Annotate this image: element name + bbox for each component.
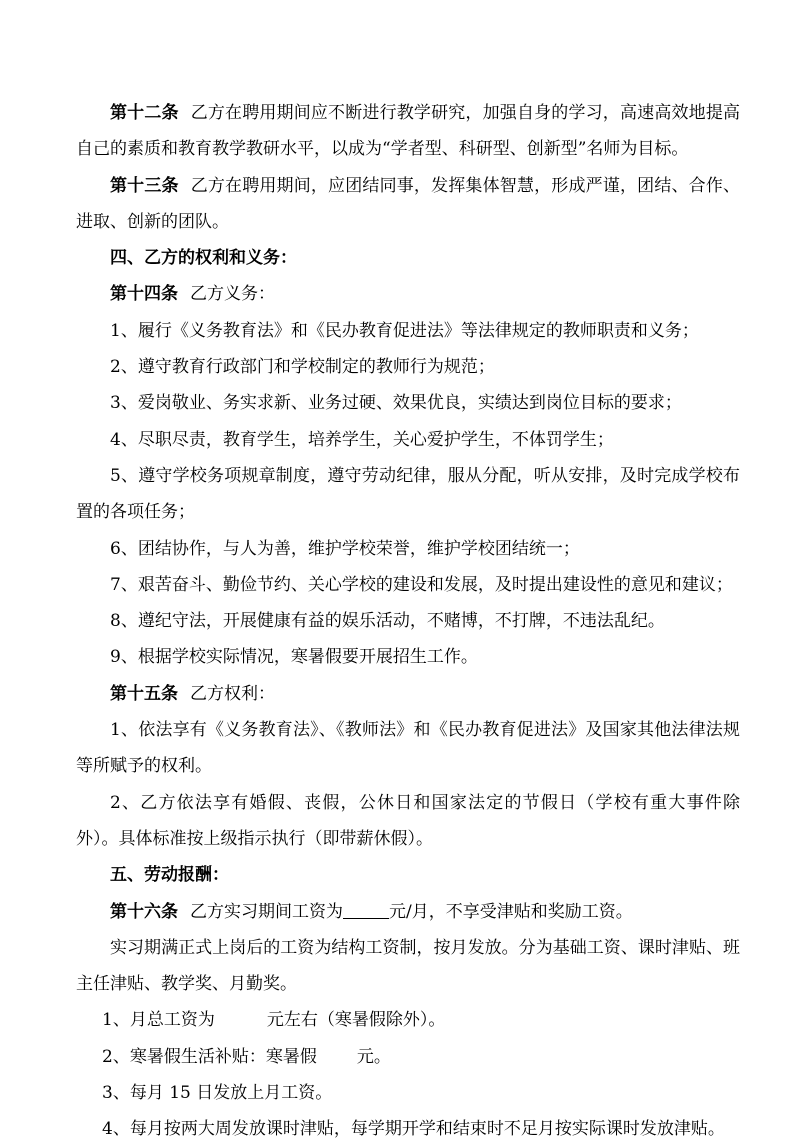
right-item: 2、乙方依法享有婚假、丧假，公休日和国家法定的节假日（学校有重大事件除外）。具体标准按上级指示执行（即带薪休假）。 <box>76 792 740 849</box>
pay-item-1-before: 1、月总工资为 <box>102 1010 215 1031</box>
article-12 <box>76 95 740 168</box>
article-13 <box>76 168 740 241</box>
article-15-text: 乙方权利： <box>190 683 275 704</box>
pay-item-1-after: 元左右（寒暑假除外）。 <box>266 1010 446 1031</box>
duty-item: 1、履行《义务教育法》和《民办教育促进法》等法律规定的教师职责和义务； <box>110 320 699 341</box>
pay-item-2 <box>76 1039 740 1075</box>
pay-item-3: 3、每月 15 日发放上月工资。 <box>102 1083 333 1104</box>
salary-structure: 实习期满正式上岗后的工资为结构工资制，按月发放。分为基础工资、课时津贴、班主任津贴、教学奖、月勤奖。 <box>76 937 740 995</box>
article-16-text-before: 乙方实习期间工资为 <box>190 901 343 922</box>
article-15-title: 第十五条 <box>110 683 178 704</box>
right-item: 1、依法享有《义务教育法》、《教师法》和《民办教育促进法》及国家其他法律法规等所赋予的权利。 <box>76 720 740 777</box>
pay-item-2-before: 2、寒暑假生活补贴：寒暑假 <box>102 1046 317 1067</box>
duty-item: 3、爱岗敬业、务实求新、业务过硬、效果优良，实绩达到岗位目标的要求； <box>110 393 682 414</box>
article-16-title: 第十六条 <box>110 901 178 922</box>
pay-item-2-after: 元。 <box>356 1046 391 1067</box>
article-14 <box>76 276 740 312</box>
pay-item-4: 4、每月按两大周发放课时津贴，每学期开学和结束时不足月按实际课时发放津贴。 <box>102 1119 725 1140</box>
duty-item: 2、遵守教育行政部门和学校制定的教师行为规范； <box>110 357 495 378</box>
article-12-text: 乙方在聘用期间应不断进行教学研究，加强自身的学习，高速高效地提高自己的素质和教育教学教研水平，以成为“学者型、科研型、创新型”名师为目标。 <box>76 103 741 160</box>
document-body <box>76 95 740 1148</box>
article-13-title: 第十三条 <box>110 175 179 196</box>
article-13-text: 乙方在聘用期间，应团结同事，发挥集体智慧，形成严谨，团结、合作、进取、创新的团队。 <box>76 175 741 232</box>
article-14-text: 乙方义务： <box>190 284 275 305</box>
duty-item: 4、尽职尽责，教育学生，培养学生，关心爱护学生，不体罚学生； <box>110 429 614 450</box>
duty-item: 9、根据学校实际情况，寒暑假要开展招生工作。 <box>110 647 478 668</box>
duty-item: 8、遵纪守法，开展健康有益的娱乐活动，不赌博，不打牌，不违法乱纪。 <box>110 611 665 632</box>
article-15 <box>76 676 740 712</box>
article-14-title: 第十四条 <box>110 284 178 305</box>
section-heading-5: 五、劳动报酬： <box>110 865 229 886</box>
duty-item: 5、遵守学校务项规章制度，遵守劳动纪律，服从分配，听从安排，及时完成学校布置的各项任务； <box>76 465 740 523</box>
section-heading-4: 四、乙方的权利和义务： <box>110 248 297 269</box>
duty-item: 6、团结协作，与人为善，维护学校荣誉，维护学校团结统一； <box>110 538 580 559</box>
duty-item: 7、艰苦奋斗、勤俭节约、关心学校的建设和发展，及时提出建设性的意见和建议； <box>110 574 733 595</box>
article-12-title: 第十二条 <box>110 103 179 123</box>
pay-item-1 <box>76 1002 740 1038</box>
article-16-text-after: 元/月，不享受津贴和奖励工资。 <box>389 901 633 922</box>
article-16 <box>76 894 740 930</box>
salary-blank[interactable] <box>343 900 389 919</box>
